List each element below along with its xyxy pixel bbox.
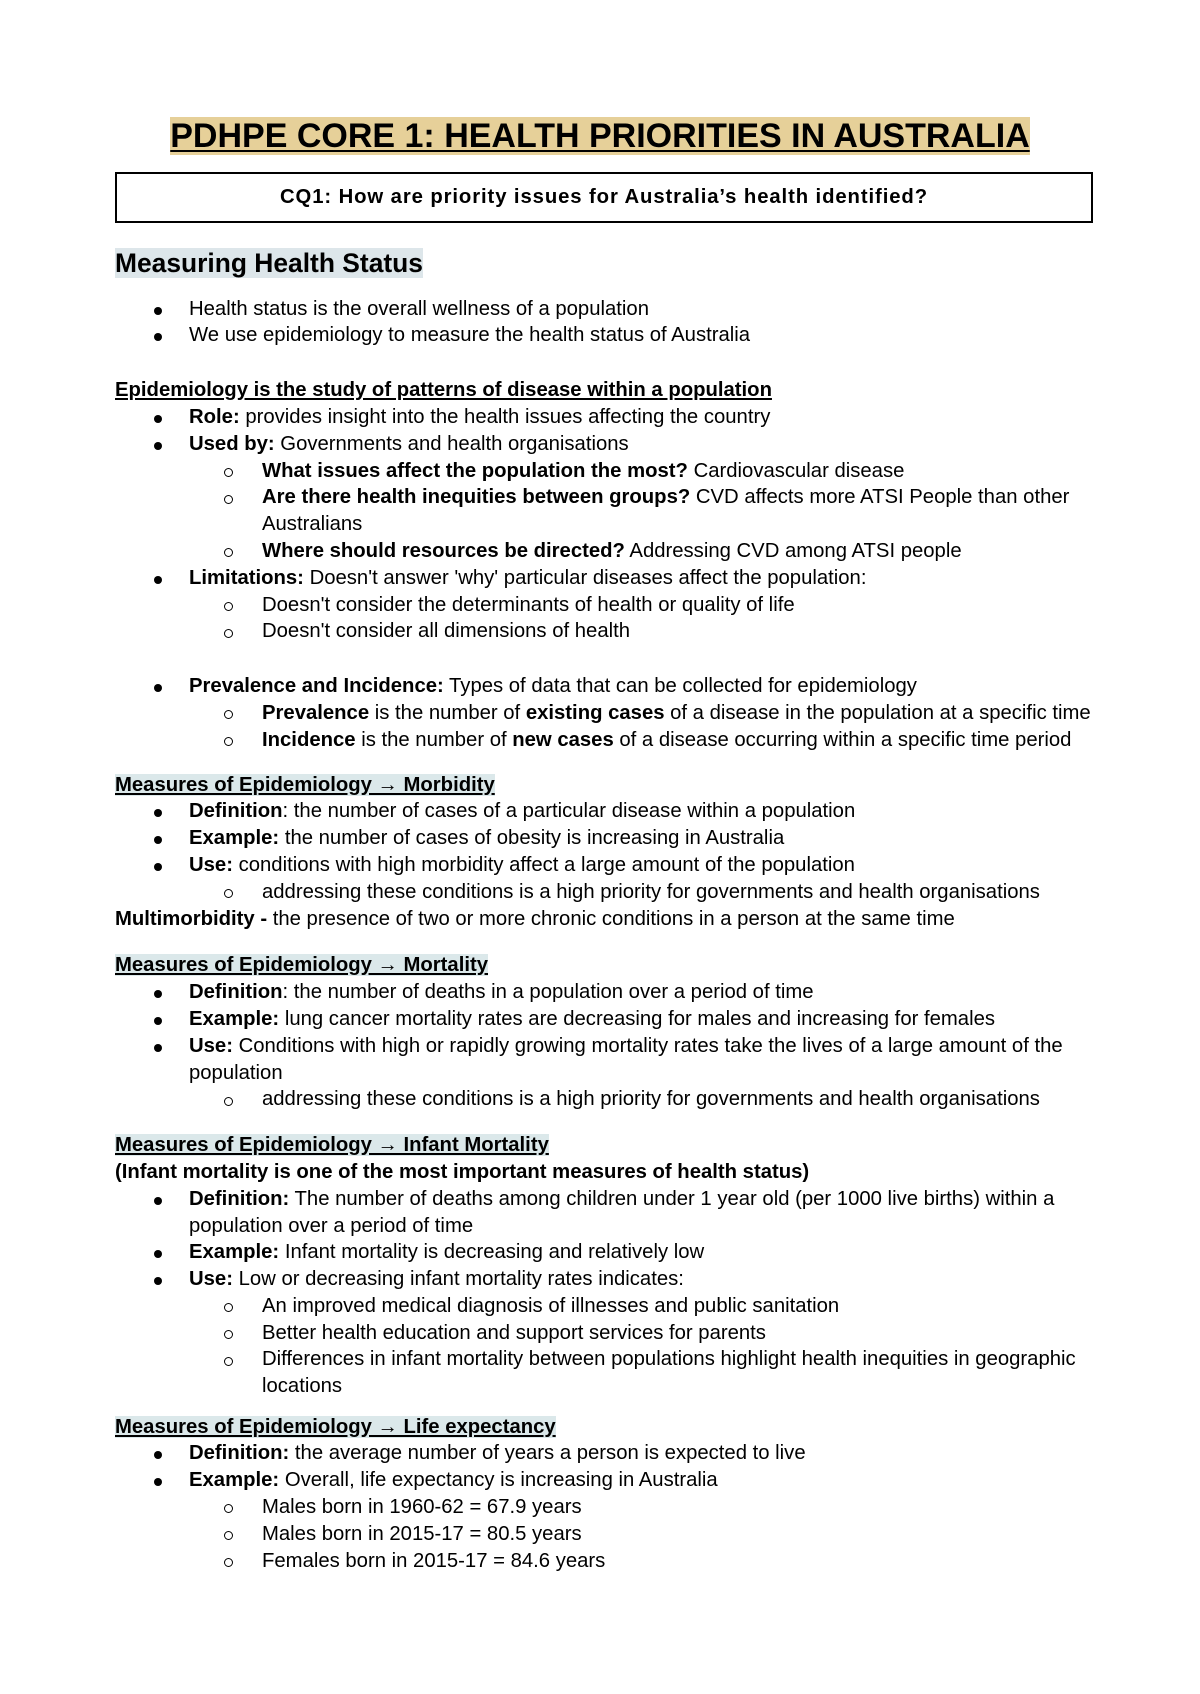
bold-label: Definition: [189, 1187, 290, 1210]
bullet-list [115, 404, 1105, 645]
section-heading [115, 377, 1105, 404]
section-heading-text: Measures of Epidemiology → Infant Mortality [115, 1134, 549, 1157]
bold-label: Where should resources be directed? [262, 539, 625, 562]
text-run: lung cancer mortality rates are decreasing for males and increasing for females [279, 1007, 996, 1030]
list-item [115, 565, 1105, 645]
section-heading [115, 952, 1105, 979]
content-question-box [115, 172, 1093, 223]
bold-label: Example: [189, 1007, 280, 1030]
text-run: conditions with high morbidity affect a large amount of the population [232, 853, 855, 876]
list-item [115, 296, 1105, 323]
text-run: Conditions with high or rapidly growing mortality rates take the lives of a large amount of the population [189, 1034, 1063, 1084]
text-run: Low or decreasing infant mortality rates indicates: [232, 1268, 684, 1291]
section-heading-text: Measures of Epidemiology → Mortality [115, 954, 489, 977]
sub-list-item [115, 1293, 1105, 1320]
list-item [115, 322, 1105, 349]
text-run: Differences in infant mortality between populations highlight health inequities in geographic locations [262, 1348, 1076, 1398]
list-item [115, 404, 1105, 431]
sub-list-item [115, 592, 1105, 619]
text-run: of a disease in the population at a specific time [664, 701, 1091, 724]
section-subheading: (Infant mortality is one of the most important measures of health status) [115, 1160, 810, 1183]
section-health-status [115, 296, 1105, 350]
list-item [115, 673, 1105, 753]
main-heading-text: Measuring Health Status [115, 248, 423, 278]
text-run: addressing these conditions is a high priority for governments and health organisations [262, 1088, 1040, 1111]
text-run: the number of cases of obesity is increasing in Australia [279, 827, 785, 850]
bold-label: Example: [189, 1241, 280, 1264]
section-heading [115, 772, 1105, 799]
bullet-list [115, 1186, 1105, 1400]
list-item [115, 1467, 1105, 1574]
bullet-list [115, 296, 1105, 350]
sub-bullet-list [115, 592, 1105, 646]
document-title-text: PDHPE CORE 1: HEALTH PRIORITIES IN AUSTRALIA [170, 117, 1030, 155]
sub-list-item [115, 1320, 1105, 1347]
list-item [115, 1186, 1105, 1240]
section-mortality [115, 952, 1105, 1113]
bold-label: Limitations: [189, 566, 304, 589]
text-run: CVD affects more ATSI People than other Australians [262, 486, 1070, 536]
text-run: The number of deaths among children under 1 year old (per 1000 live births) within a population over a period of time [189, 1187, 1055, 1237]
document-body [115, 248, 1105, 1574]
text-run: Cardiovascular disease [687, 459, 905, 482]
text-run: Better health education and support services for parents [262, 1321, 766, 1344]
bullet-list [115, 1440, 1105, 1574]
sub-bullet-list [115, 458, 1105, 565]
sub-list-item [115, 1521, 1105, 1548]
bold-label: Incidence [262, 728, 356, 751]
sub-list-item [115, 1494, 1105, 1521]
section-life-expectancy [115, 1414, 1105, 1575]
bullet-list [115, 979, 1105, 1113]
text-run: Males born in 1960-62 = 67.9 years [262, 1495, 582, 1518]
section-heading [115, 1414, 1105, 1441]
sub-list-item [115, 538, 1105, 565]
text-run: Infant mortality is decreasing and relatively low [279, 1241, 705, 1264]
bold-label: Use: [189, 1034, 233, 1057]
sub-list-item [115, 1086, 1105, 1113]
list-item [115, 1266, 1105, 1400]
bold-label: Prevalence [262, 701, 370, 724]
list-item [115, 1239, 1105, 1266]
sub-list-item [115, 618, 1105, 645]
text-run: Governments and health organisations [274, 432, 629, 455]
section-heading-text: Measures of Epidemiology → Life expectancy [115, 1415, 556, 1438]
text-run: addressing these conditions is a high priority for governments and health organisations [262, 880, 1040, 903]
content-question-text: CQ1: How are priority issues for Australia’s health identified? [280, 186, 928, 208]
bold-label: Multimorbidity - [115, 907, 268, 930]
bold-label: Used by: [189, 432, 275, 455]
text-run: Doesn't consider the determinants of health or quality of life [262, 593, 795, 616]
bold-label: Are there health inequities between groups? [262, 486, 691, 509]
text-run: An improved medical diagnosis of illnesses and public sanitation [262, 1294, 840, 1317]
bold-label: existing cases [525, 701, 665, 724]
section-epidemiology [115, 377, 1105, 645]
list-item [115, 1006, 1105, 1033]
sub-list-item [115, 1346, 1105, 1400]
bold-label: What issues affect the population the most? [262, 459, 688, 482]
text-run: the average number of years a person is expected to live [289, 1442, 806, 1465]
bold-label: Definition [189, 981, 283, 1004]
bold-label: Prevalence and Incidence: [189, 675, 444, 698]
bold-label: Use: [189, 853, 233, 876]
main-heading [115, 248, 1105, 278]
text-run: is the number of [355, 728, 513, 751]
bold-label: Role: [189, 405, 240, 428]
sub-bullet-list [115, 700, 1105, 754]
sub-list-item [115, 700, 1105, 727]
bullet-list [115, 673, 1105, 753]
section-morbidity [115, 772, 1105, 933]
list-item [115, 1440, 1105, 1467]
text-run: Health status is the overall wellness of a population [189, 297, 649, 320]
note-line [115, 906, 1105, 933]
section-heading-text: Measures of Epidemiology → Morbidity [115, 773, 495, 796]
text-run: provides insight into the health issues affecting the country [239, 405, 771, 428]
section-prevalence-incidence [115, 673, 1105, 753]
text-run: Doesn't consider all dimensions of health [262, 620, 631, 643]
bold-label: Use: [189, 1268, 233, 1291]
list-item [115, 979, 1105, 1006]
list-item [115, 798, 1105, 825]
sub-bullet-list [115, 879, 1105, 906]
bold-label: Example: [189, 827, 280, 850]
text-run: is the number of [369, 701, 526, 724]
sub-list-item [115, 727, 1105, 754]
document-title [0, 116, 1200, 156]
bullet-list [115, 798, 1105, 905]
sub-list-item [115, 484, 1105, 538]
sub-list-item [115, 879, 1105, 906]
sub-bullet-list [115, 1086, 1105, 1113]
text-run: : the number of cases of a particular disease within a population [282, 800, 856, 823]
sub-list-item [115, 1548, 1105, 1575]
bold-label: Definition [189, 800, 283, 823]
sub-bullet-list [115, 1494, 1105, 1574]
bold-label: new cases [512, 728, 614, 751]
text-run: We use epidemiology to measure the health status of Australia [189, 324, 751, 347]
text-run: Females born in 2015-17 = 84.6 years [262, 1549, 606, 1572]
sub-bullet-list [115, 1293, 1105, 1400]
text-run: the presence of two or more chronic conditions in a person at the same time [267, 907, 955, 930]
list-item [115, 825, 1105, 852]
text-run: : the number of deaths in a population over a period of time [282, 981, 814, 1004]
section-heading [115, 1132, 1105, 1159]
text-run: Addressing CVD among ATSI people [624, 539, 962, 562]
text-run: Doesn't answer 'why' particular diseases affect the population: [303, 566, 867, 589]
bold-label: Example: [189, 1469, 280, 1492]
text-run: of a disease occurring within a specific time period [613, 728, 1072, 751]
text-run: Males born in 2015-17 = 80.5 years [262, 1522, 582, 1545]
sub-list-item [115, 458, 1105, 485]
text-run: Overall, life expectancy is increasing in Australia [279, 1469, 718, 1492]
list-item [115, 852, 1105, 906]
bold-label: Definition: [189, 1442, 290, 1465]
text-run: Types of data that can be collected for epidemiology [443, 675, 917, 698]
list-item [115, 431, 1105, 565]
section-heading-text: Epidemiology is the study of patterns of disease within a population [115, 379, 772, 402]
section-infant-mortality [115, 1132, 1105, 1400]
list-item [115, 1033, 1105, 1113]
